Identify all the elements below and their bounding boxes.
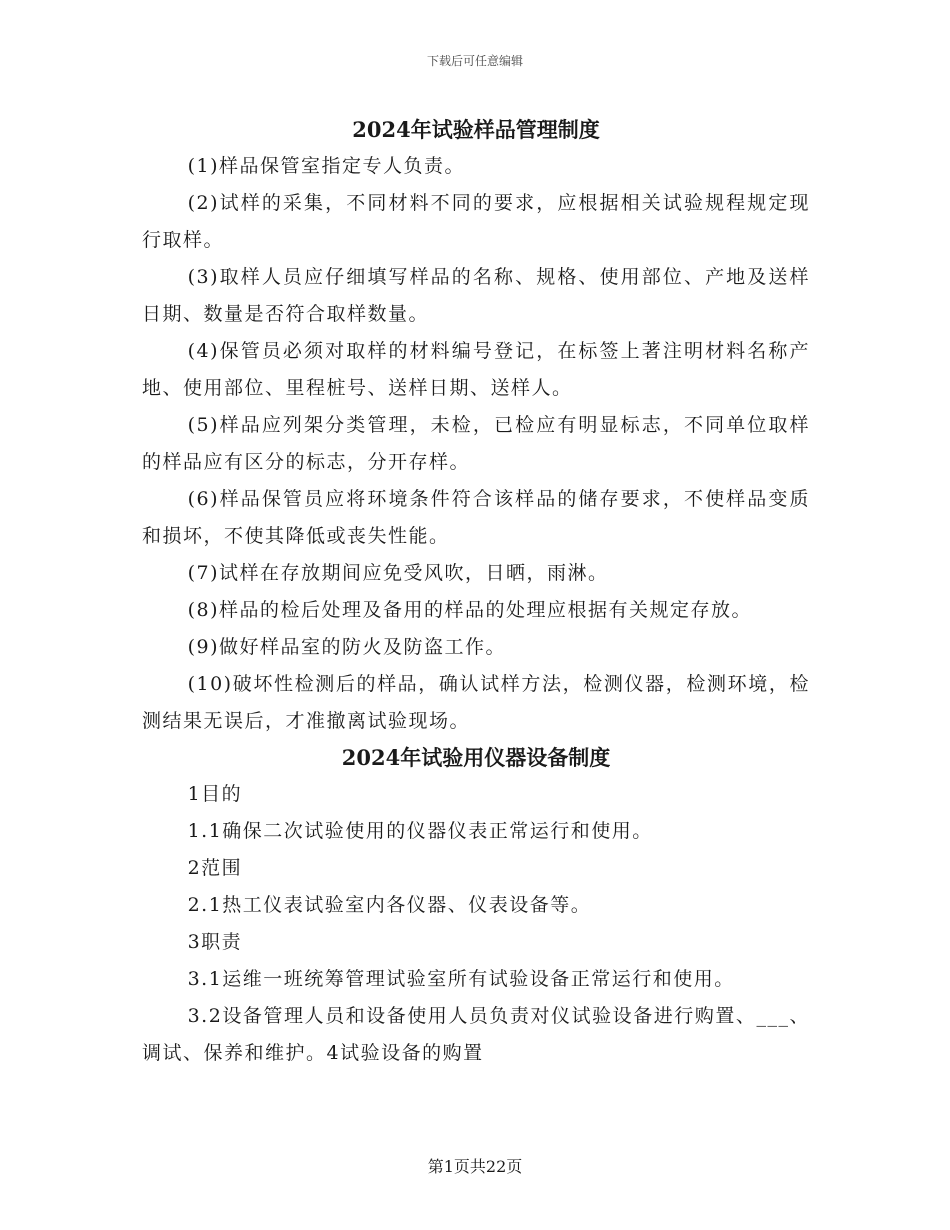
section-1-paragraph: (2)试样的采集，不同材料不同的要求，应根据相关试验规程规定现行取样。 [142, 192, 810, 251]
page-footer: 第1页共22页 [427, 1157, 523, 1176]
section-1-paragraph: (5)样品应列架分类管理，未检，已检应有明显标志，不同单位取样的样品应有区分的标志，分开存样。 [142, 414, 810, 473]
header-note: 下载后可任意编辑 [426, 54, 523, 68]
section-2-paragraph: 3职责 [187, 931, 243, 953]
section-1-paragraph: (4)保管员必须对取样的材料编号登记，在标签上著注明材料名称产地、使用部位、里程桩号、送样日期、送样人。 [142, 340, 810, 399]
section-1-paragraph: (8)样品的检后处理及备用的样品的处理应根据有关规定存放。 [187, 599, 753, 621]
section-2-paragraph: 3.1运维一班统筹管理试验室所有试验设备正常运行和使用。 [187, 968, 735, 990]
section-1-paragraph: (1)样品保管室指定专人负责。 [187, 155, 466, 177]
section-2-paragraph: 2范围 [187, 857, 243, 879]
section-2-paragraph: 1.1确保二次试验使用的仪器仪表正常运行和使用。 [187, 820, 653, 842]
section-1-paragraph: (9)做好样品室的防火及防盗工作。 [187, 636, 507, 658]
section-1-paragraph: (3)取样人员应仔细填写样品的名称、规格、使用部位、产地及送样日期、数量是否符合取样数量。 [142, 266, 810, 325]
section-2-title: 2024年试验用仪器设备制度 [341, 745, 611, 770]
section-1-paragraph: (7)试样在存放期间应免受风吹，日晒，雨淋。 [187, 562, 609, 584]
section-2-paragraph: 2.1热工仪表试验室内各仪器、仪表设备等。 [187, 894, 592, 916]
section-2-paragraph: 1目的 [187, 783, 243, 805]
section-2-paragraph: 3.2设备管理人员和设备使用人员负责对仪试验设备进行购置、___、调试、保养和维护。4试验设备的购置 [142, 1005, 810, 1064]
section-1-paragraph: (10)破坏性检测后的样品，确认试样方法，检测仪器，检测环境，检测结果无误后，才准撤离试验现场。 [142, 673, 810, 732]
section-1-paragraph: (6)样品保管员应将环境条件符合该样品的储存要求，不使样品变质和损坏，不使其降低或丧失性能。 [142, 488, 810, 547]
section-1-title: 2024年试验样品管理制度 [352, 117, 600, 142]
document-body [142, 112, 810, 1072]
